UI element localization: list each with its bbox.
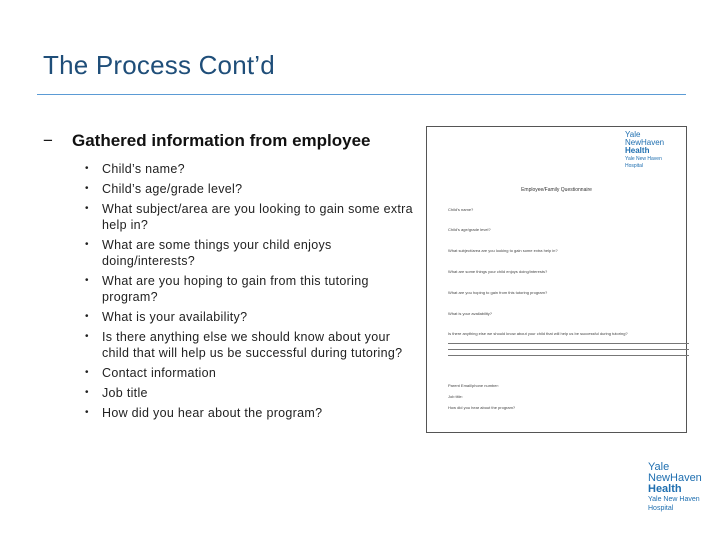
list-item-text: What are you hoping to gain from this tutoring program? xyxy=(102,274,369,304)
slide-title: The Process Cont’d xyxy=(43,50,275,80)
list-item-text: What is your availability? xyxy=(102,310,248,324)
logo-text: Health xyxy=(625,146,650,155)
thumbnail-field: Child’s name? xyxy=(448,207,474,212)
bullet-marker: • xyxy=(85,311,89,322)
thumbnail-field: What subject/area are you looking to gain some extra help in? xyxy=(448,248,558,253)
section-heading: Gathered information from employee xyxy=(72,131,371,150)
list-item xyxy=(43,273,413,305)
logo-subtext: Hospital xyxy=(625,163,644,169)
thumbnail-field: How did you hear about the program? xyxy=(448,405,516,410)
list-item-text: How did you hear about the program? xyxy=(102,406,323,420)
logo-subtext: Yale New Haven xyxy=(625,156,662,162)
brand-text: Yale xyxy=(648,461,670,473)
list-item-text: Child’s name? xyxy=(102,162,185,176)
bullet-marker: • xyxy=(85,387,89,398)
list-item-text: Contact information xyxy=(102,366,217,380)
thumbnail-field: Is there anything else we should know about your child that will help us be successful during tutoring? xyxy=(448,331,628,336)
bullet-marker: • xyxy=(85,275,89,286)
brand-text: NewHaven xyxy=(648,472,702,484)
brand-subtext: Yale New Haven xyxy=(648,496,700,503)
bullet-marker: • xyxy=(85,367,89,378)
brand-text: Health xyxy=(648,483,682,495)
list-item xyxy=(43,405,413,421)
bullet-marker: • xyxy=(85,183,89,194)
list-item xyxy=(43,237,413,269)
thumbnail-field: What are you hoping to gain from this tutoring program? xyxy=(448,290,548,295)
brand-logo xyxy=(648,462,702,513)
bullet-marker: • xyxy=(85,203,89,214)
section-heading-row xyxy=(43,131,413,151)
thumbnail-logo xyxy=(625,131,664,169)
question-list xyxy=(43,161,413,421)
list-item xyxy=(43,365,413,381)
thumbnail-heading: Employee/Family Questionnaire xyxy=(521,187,592,193)
list-item-text: What subject/area are you looking to gain some extra help in? xyxy=(102,202,413,232)
thumbnail-field: Parent Email/phone number: xyxy=(448,383,499,388)
logo-text: NewHaven xyxy=(625,138,665,147)
answer-line xyxy=(448,343,689,344)
bullet-marker: • xyxy=(85,163,89,174)
bullet-marker: • xyxy=(85,407,89,418)
list-item xyxy=(43,201,413,233)
dash-marker: − xyxy=(43,131,53,150)
thumbnail-field: Job title: xyxy=(448,394,463,399)
list-item-text: Child’s age/grade level? xyxy=(102,182,243,196)
content-section xyxy=(43,131,413,425)
bullet-marker: • xyxy=(85,331,89,342)
title-divider xyxy=(37,94,686,95)
list-item-text: What are some things your child enjoys doing/interests? xyxy=(102,238,332,268)
logo-text: Yale xyxy=(625,130,641,139)
questionnaire-thumbnail xyxy=(426,126,687,433)
thumbnail-field: What are some things your child enjoys doing/interests? xyxy=(448,269,548,274)
answer-line xyxy=(448,355,689,356)
list-item xyxy=(43,181,413,197)
list-item xyxy=(43,161,413,177)
list-item xyxy=(43,385,413,401)
brand-subtext: Hospital xyxy=(648,505,674,512)
bullet-marker: • xyxy=(85,239,89,250)
list-item xyxy=(43,329,413,361)
thumbnail-field: Child’s age/grade level? xyxy=(448,227,491,232)
list-item-text: Job title xyxy=(102,386,148,400)
list-item-text: Is there anything else we should know about your child that will help us be successful during tutoring? xyxy=(102,330,403,360)
answer-line xyxy=(448,349,689,350)
list-item xyxy=(43,309,413,325)
thumbnail-field: What is your availability? xyxy=(448,311,493,316)
